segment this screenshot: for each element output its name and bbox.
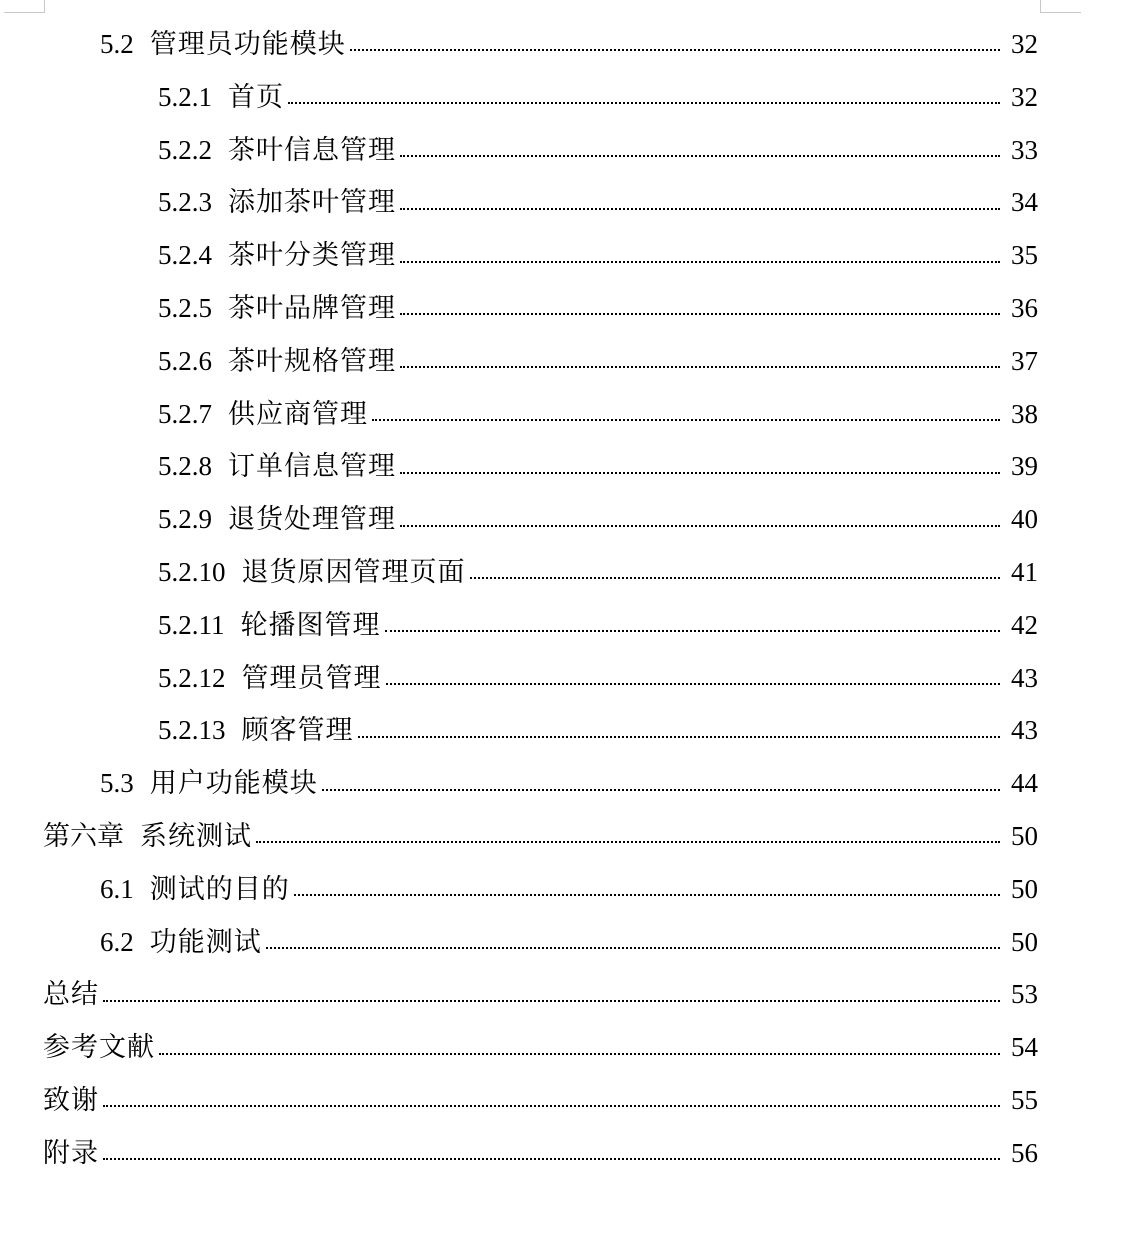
dot-leader [400,208,1000,210]
toc-entry[interactable] [0,810,1142,863]
toc-entry[interactable] [0,1127,1142,1180]
dot-leader [159,1053,1000,1055]
dot-leader [400,525,1000,527]
toc-entry-number: 5.2.13 [158,715,226,746]
toc-entry-page-number: 36 [1011,292,1038,323]
toc-entry-page-number: 44 [1011,768,1038,799]
toc-entry-number: 5.2.11 [158,609,225,640]
toc-entry-page-number: 55 [1011,1084,1038,1115]
toc-entry-number: 5.2.3 [158,187,212,218]
toc-entry[interactable] [0,124,1142,177]
toc-entry-page-number: 56 [1011,1137,1038,1168]
toc-entry[interactable] [0,388,1142,441]
dot-leader [400,155,1000,157]
toc-entry-number: 5.2.9 [158,504,212,535]
toc-entry-page-number: 39 [1011,451,1038,482]
toc-entry-title: 测试的目的 [149,873,290,904]
toc-entry-title: 轮播图管理 [240,609,381,640]
toc-entry[interactable] [0,546,1142,599]
toc-entry-title: 订单信息管理 [228,451,396,482]
dot-leader [385,630,1001,632]
toc-entry-page-number: 38 [1011,398,1038,429]
table-of-contents [0,18,1142,1180]
toc-entry-page-number: 41 [1011,556,1038,587]
toc-entry-page-number: 50 [1011,873,1038,904]
toc-entry[interactable] [0,176,1142,229]
toc-entry-title: 茶叶信息管理 [228,134,396,165]
toc-entry-title: 退货原因管理页面 [241,556,466,587]
toc-entry[interactable] [0,916,1142,969]
toc-entry-title: 茶叶分类管理 [228,240,396,271]
toc-entry-number: 第六章 [43,820,124,851]
toc-entry-title: 致谢 [43,1084,99,1115]
toc-entry-title: 用户功能模块 [149,768,318,799]
dot-leader [294,894,1000,896]
toc-entry-page-number: 50 [1011,926,1038,957]
toc-entry-title: 管理员功能模块 [149,29,346,59]
toc-entry[interactable] [0,1021,1142,1074]
toc-entry-page-number: 40 [1011,504,1038,535]
toc-entry-number: 5.2.1 [158,81,212,112]
toc-entry-title: 附录 [43,1137,99,1168]
toc-entry-page-number: 32 [1011,29,1038,59]
toc-entry[interactable] [0,599,1142,652]
toc-entry[interactable] [0,704,1142,757]
dot-leader [266,947,1000,949]
dot-leader [372,419,1000,421]
page-margin-mark-right [1040,0,1081,13]
toc-entry[interactable] [0,335,1142,388]
toc-entry-title: 功能测试 [149,926,262,957]
dot-leader [103,1105,1000,1107]
toc-entry-page-number: 50 [1011,820,1038,851]
toc-entry-title: 首页 [228,81,284,112]
toc-entry-page-number: 43 [1011,715,1038,746]
toc-entry[interactable] [0,493,1142,546]
toc-entry-page-number: 33 [1011,134,1038,165]
dot-leader [400,261,1000,263]
toc-entry-title: 茶叶规格管理 [228,345,396,376]
toc-entry-page-number: 35 [1011,240,1038,271]
dot-leader [103,1000,1000,1002]
toc-entry-number: 6.2 [100,926,134,957]
toc-entry-number: 5.2.5 [158,292,212,323]
toc-entry-title: 系统测试 [140,820,252,851]
toc-entry-title: 顾客管理 [241,715,354,746]
toc-entry[interactable] [0,652,1142,705]
toc-entry[interactable] [0,71,1142,124]
toc-entry-number: 5.2.10 [158,556,226,587]
toc-entry-page-number: 53 [1011,979,1038,1010]
toc-entry-number: 6.1 [100,873,134,904]
toc-entry-number: 5.2.6 [158,345,212,376]
toc-entry[interactable] [0,229,1142,282]
dot-leader [350,49,1000,51]
toc-entry[interactable] [0,1074,1142,1127]
toc-entry-page-number: 34 [1011,187,1038,218]
toc-entry-number: 5.2.4 [158,240,212,271]
toc-entry[interactable] [0,757,1142,810]
dot-leader [400,366,1000,368]
toc-entry-number: 5.2.2 [158,134,212,165]
toc-entry[interactable] [0,863,1142,916]
toc-entry-number: 5.2.8 [158,451,212,482]
toc-entry-title: 退货处理管理 [228,504,396,535]
toc-entry-title: 添加茶叶管理 [228,187,396,218]
toc-entry-page-number: 32 [1011,81,1038,112]
toc-entry[interactable] [0,282,1142,335]
toc-entry-page-number: 54 [1011,1032,1038,1063]
toc-entry-title: 总结 [43,979,99,1010]
toc-entry[interactable] [0,968,1142,1021]
toc-entry-page-number: 37 [1011,345,1038,376]
toc-entry-title: 茶叶品牌管理 [228,292,396,323]
dot-leader [358,736,1001,738]
toc-entry-page-number: 42 [1011,609,1038,640]
toc-entry-page-number: 43 [1011,662,1038,693]
dot-leader [288,102,1000,104]
dot-leader [400,472,1000,474]
page-margin-mark-left [4,0,45,13]
dot-leader [103,1158,1000,1160]
toc-entry-number: 5.2.12 [158,662,226,693]
toc-entry-title: 供应商管理 [228,398,368,429]
toc-entry-number: 5.2 [100,29,134,59]
dot-leader [386,683,1001,685]
toc-entry[interactable] [0,440,1142,493]
toc-entry-number: 5.3 [100,768,134,799]
dot-leader [256,841,1000,843]
dot-leader [400,313,1000,315]
dot-leader [470,577,1001,579]
dot-leader [322,789,1000,791]
toc-entry-number: 5.2.7 [158,398,212,429]
toc-entry[interactable] [0,18,1142,71]
toc-entry-title: 参考文献 [43,1032,155,1063]
toc-entry-title: 管理员管理 [241,662,382,693]
